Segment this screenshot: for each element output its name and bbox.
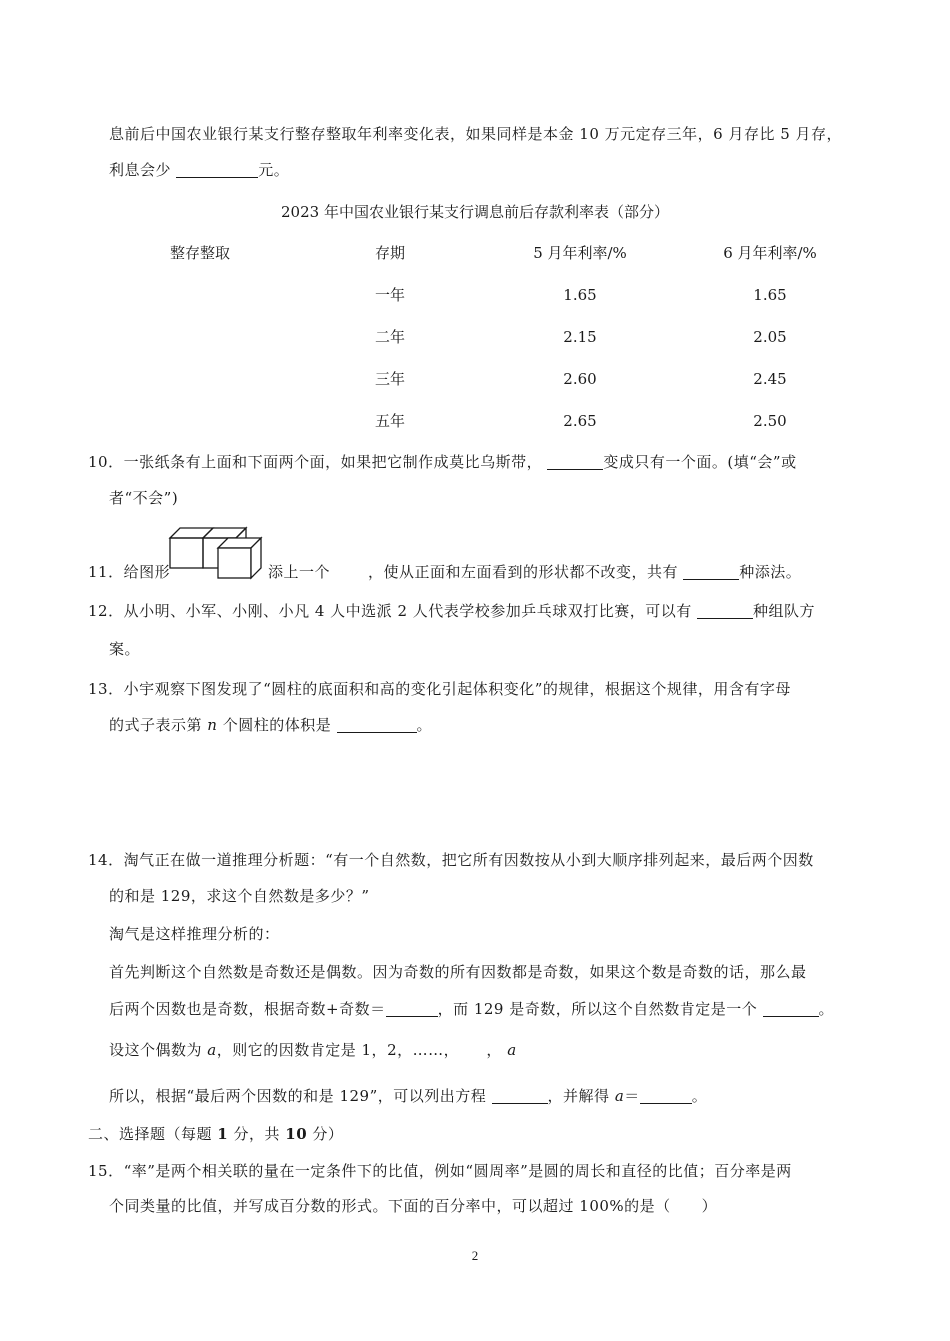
question-number: 10． (88, 453, 124, 471)
table-cell-june: 2.50 (753, 412, 787, 430)
question-10-line-2: 者“不会”) (109, 489, 179, 507)
table-cell-may: 2.60 (563, 370, 597, 388)
question-14-line-7 (109, 1086, 707, 1106)
question-14-line-5 (109, 999, 834, 1019)
question-14-line-6 (109, 1040, 517, 1060)
table-cell-term: 一年 (374, 286, 405, 304)
question-12-line-2: 案。 (109, 640, 141, 658)
question-text: 设这个偶数为 (109, 1041, 203, 1059)
question-14 (88, 850, 814, 870)
question-text: 种添法。 (739, 563, 802, 581)
question-text: 个圆柱的体积是 (222, 716, 332, 734)
question-text: ，而 129 是奇数，所以这个自然数肯定是一个 (437, 1000, 758, 1018)
question-text: ＝ (624, 1087, 640, 1105)
question-11 (88, 562, 170, 582)
question-text: 给图形 (123, 563, 171, 581)
question-text: 添上一个 (268, 563, 331, 581)
table-header-term: 存期 (374, 244, 405, 262)
page-number: 2 (471, 1248, 479, 1263)
answer-blank-teams[interactable] (697, 602, 753, 619)
question-13 (88, 679, 791, 699)
variable-a: a (507, 1041, 517, 1059)
answer-blank-odd-sum[interactable] (386, 1000, 438, 1017)
table-cell-june: 2.45 (753, 370, 787, 388)
question-14-line-2: 的和是 129，求这个自然数是多少？” (109, 887, 370, 905)
table-cell-june: 2.05 (753, 328, 787, 346)
variable-n: n (207, 716, 218, 734)
section-heading (88, 1124, 343, 1144)
question-14-line-3: 淘气是这样推理分析的： (109, 925, 280, 943)
question-number: 13． (88, 680, 124, 698)
table-cell-term: 三年 (374, 370, 405, 388)
cube-figure (168, 524, 272, 580)
answer-blank-equation[interactable] (492, 1087, 548, 1104)
question-12 (88, 601, 815, 621)
question-13-line-2 (109, 715, 432, 735)
table-cell-june: 1.65 (753, 286, 787, 304)
question-text: 的式子表示第 (109, 716, 203, 734)
question-text: 淘气正在做一道推理分析题：“有一个自然数，把它所有因数按从小到大顺序排列起来，最后两个因数 (123, 851, 814, 869)
variable-a: a (207, 1041, 217, 1059)
section-text: 分） (307, 1125, 344, 1143)
question-11-continued (268, 562, 330, 582)
table-header-may: 5 月年利率/% (533, 244, 627, 262)
question-number: 15． (88, 1162, 124, 1180)
question-text: ，使从正面和左面看到的形状都不改变，共有 (368, 563, 679, 581)
section-text: 分，共 (228, 1125, 286, 1143)
question-15 (88, 1161, 792, 1181)
question-text: 。 (691, 1087, 708, 1105)
answer-blank-volume[interactable] (337, 716, 417, 733)
question-text: 后两个因数也是奇数，根据奇数+奇数＝ (109, 1000, 386, 1018)
question-text: 变成只有一个面。(填“会”或 (603, 453, 797, 471)
question-number: 12． (88, 602, 124, 620)
table-cell-may: 2.15 (563, 328, 597, 346)
question-text: 从小明、小军、小刚、小凡 4 人中选派 2 人代表学校参加乒乓球双打比赛，可以有 (123, 602, 692, 620)
question-text: ，则它的因数肯定是 1，2，……， (216, 1041, 460, 1059)
question-number: 11． (88, 563, 124, 581)
question-number: 14． (88, 851, 124, 869)
question-text: 种组队方 (753, 602, 816, 620)
answer-blank-interest[interactable] (176, 161, 258, 178)
section-text: 二、选择题（每题 (88, 1125, 218, 1143)
answer-blank-count[interactable] (683, 563, 739, 580)
question-text: 一张纸条有上面和下面两个面，如果把它制作成莫比乌斯带， (123, 453, 543, 471)
table-cell-term: 五年 (374, 412, 405, 430)
question-text: 。 (416, 716, 433, 734)
table-cell-may: 1.65 (563, 286, 597, 304)
question-10 (88, 452, 797, 472)
question-text: 小宇观察下图发现了“圆柱的底面积和高的变化引起体积变化”的规律，根据这个规律，用含有字母 (123, 680, 791, 698)
table-cell-term: 二年 (374, 328, 405, 346)
question-text: 所以，根据“最后两个因数的和是 129”，可以列出方程 (109, 1087, 487, 1105)
answer-blank-solution[interactable] (640, 1087, 692, 1104)
question-11-tail (368, 562, 801, 582)
table-cell-may: 2.65 (563, 412, 597, 430)
question-text: ， (486, 1041, 502, 1059)
question-14-line-4: 首先判断这个自然数是奇数还是偶数。因为奇数的所有因数都是奇数，如果这个数是奇数的话，那么最 (109, 963, 807, 981)
intro-line-2 (109, 160, 289, 180)
table-title: 2023 年中国农业银行某支行调息前后存款利率表（部分） (281, 203, 669, 221)
table-category: 整存整取 (169, 244, 230, 262)
question-text: ，并解得 (547, 1087, 610, 1105)
section-points: 10 (285, 1125, 308, 1143)
table-header-june: 6 月年利率/% (723, 244, 817, 262)
answer-blank-mobius[interactable] (547, 453, 603, 470)
intro-unit: 元。 (258, 161, 290, 179)
question-text: “率”是两个相关联的量在一定条件下的比值，例如“圆周率”是圆的周长和直径的比值；百分率是两 (123, 1162, 792, 1180)
intro-text: 利息会少 (109, 161, 172, 179)
intro-line-1: 息前后中国农业银行某支行整存整取年利率变化表，如果同样是本金 10 万元定存三年，6 月存比 5 月存， (109, 125, 843, 143)
question-text: 。 (818, 1000, 835, 1018)
question-15-line-2: 个同类量的比值，并写成百分数的形式。下面的百分率中，可以超过 100%的是（ ） (109, 1197, 718, 1215)
variable-a: a (614, 1087, 625, 1105)
section-points: 1 (217, 1125, 229, 1143)
answer-blank-parity[interactable] (763, 1000, 819, 1017)
